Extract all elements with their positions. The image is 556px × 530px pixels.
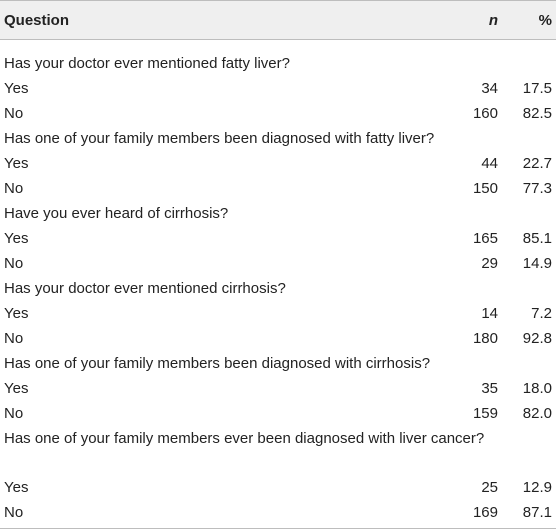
question-row [0, 352, 556, 376]
question-text: Has one of your family members been diagnosed with fatty liver? [4, 130, 435, 147]
count-value: 159 [472, 405, 498, 422]
count-value: 160 [472, 105, 498, 122]
percent-value: 7.2 [531, 305, 552, 322]
table-row [0, 252, 556, 276]
question-text: Has your doctor ever mentioned cirrhosis? [4, 280, 286, 297]
table-row [0, 377, 556, 401]
question-row [0, 52, 556, 76]
answer-label: No [4, 105, 24, 122]
question-text: Have you ever heard of cirrhosis? [4, 205, 229, 222]
count-value: 29 [481, 255, 498, 272]
answer-label: No [4, 330, 24, 347]
answer-label: No [4, 180, 24, 197]
count-value: 169 [472, 504, 498, 521]
percent-value: 22.7 [522, 155, 552, 172]
count-value: 25 [481, 479, 498, 496]
answer-label: No [4, 504, 24, 521]
percent-value: 85.1 [522, 230, 552, 247]
percent-value: 18.0 [522, 380, 552, 397]
percent-value: 87.1 [522, 504, 552, 521]
header-percent: % [538, 12, 552, 29]
count-value: 150 [472, 180, 498, 197]
question-row [0, 427, 556, 475]
answer-label: Yes [4, 80, 29, 97]
count-value: 44 [481, 155, 498, 172]
count-value: 180 [472, 330, 498, 347]
percent-value: 82.5 [522, 105, 552, 122]
answer-label: No [4, 405, 24, 422]
table-row [0, 327, 556, 351]
header-question: Question [4, 12, 70, 29]
answer-label: No [4, 255, 24, 272]
table-row [0, 227, 556, 251]
question-text: Has one of your family members been diagnosed with cirrhosis? [4, 355, 431, 372]
answer-label: Yes [4, 305, 29, 322]
table-row [0, 501, 556, 525]
bottom-rule [0, 528, 556, 529]
table-row [0, 402, 556, 426]
answer-label: Yes [4, 155, 29, 172]
table-row [0, 152, 556, 176]
table-row [0, 302, 556, 326]
count-value: 34 [481, 80, 498, 97]
count-value: 165 [472, 230, 498, 247]
percent-value: 92.8 [522, 330, 552, 347]
table-row [0, 476, 556, 500]
table-header [0, 0, 556, 40]
count-value: 35 [481, 380, 498, 397]
table-row [0, 177, 556, 201]
question-text: Has your doctor ever mentioned fatty liver? [4, 55, 290, 72]
question-row [0, 202, 556, 226]
answer-label: Yes [4, 380, 29, 397]
count-value: 14 [481, 305, 498, 322]
header-n: n [488, 12, 498, 29]
question-row [0, 127, 556, 151]
percent-value: 12.9 [522, 479, 552, 496]
table-row [0, 77, 556, 101]
percent-value: 77.3 [522, 180, 552, 197]
answer-label: Yes [4, 230, 29, 247]
question-row [0, 277, 556, 301]
percent-value: 82.0 [522, 405, 552, 422]
percent-value: 17.5 [522, 80, 552, 97]
percent-value: 14.9 [522, 255, 552, 272]
question-text: Has one of your family members ever been diagnosed with liver cancer? [4, 430, 485, 447]
answer-label: Yes [4, 479, 29, 496]
table-row [0, 102, 556, 126]
